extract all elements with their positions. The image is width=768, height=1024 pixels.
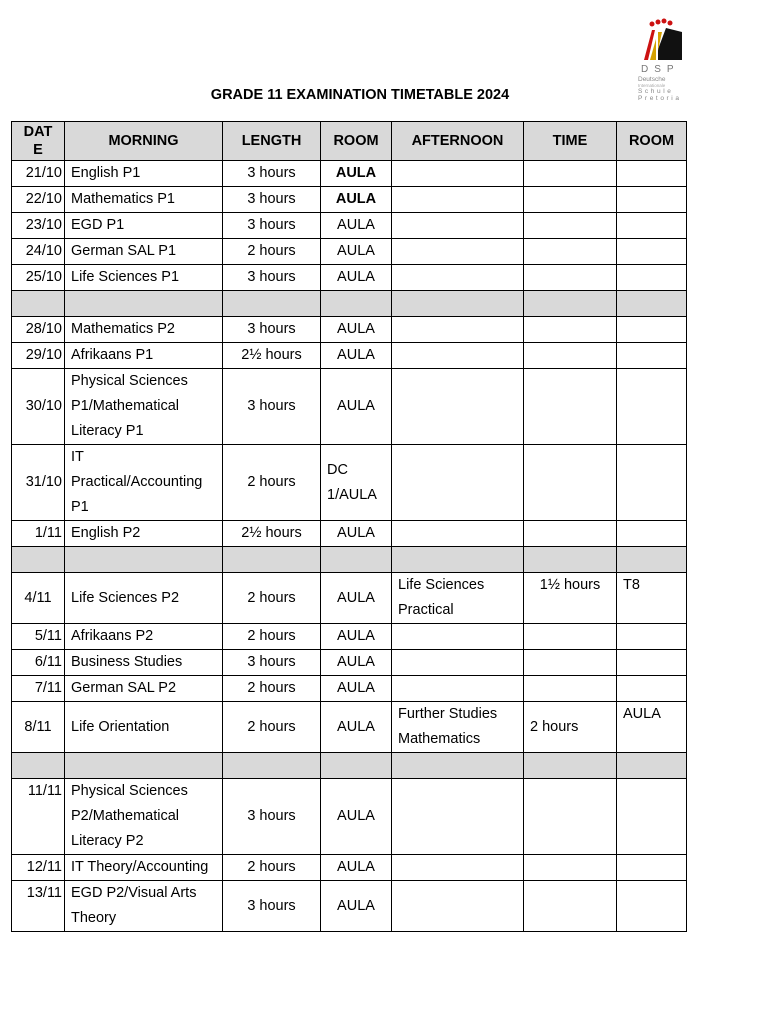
cell-room: AULA	[321, 702, 392, 753]
cell-room-2	[617, 624, 687, 650]
cell-morning: Life Sciences P1	[65, 265, 223, 291]
cell-afternoon: Further Studies Mathematics	[392, 702, 524, 753]
cell-length: 3 hours	[223, 779, 321, 855]
cell-room: AULA	[321, 624, 392, 650]
cell-date: 11/11	[12, 779, 65, 855]
cell-length: 2 hours	[223, 573, 321, 624]
cell-afternoon	[392, 239, 524, 265]
cell-date: 12/11	[12, 855, 65, 881]
separator-row	[12, 547, 687, 573]
cell-afternoon	[392, 213, 524, 239]
cell-length: 2 hours	[223, 239, 321, 265]
cell-morning: Physical Sciences P1/Mathematical Literacy P1	[65, 369, 223, 445]
header-length: LENGTH	[223, 122, 321, 161]
cell-date: 24/10	[12, 239, 65, 265]
logo-line-2: Internationale	[638, 83, 666, 88]
table-row	[12, 624, 687, 650]
cell-afternoon	[392, 624, 524, 650]
cell-room: AULA	[321, 881, 392, 932]
cell-time	[524, 317, 617, 343]
cell-afternoon: Life Sciences Practical	[392, 573, 524, 624]
cell-time	[524, 265, 617, 291]
logo-line-1: Deutsche	[638, 76, 666, 83]
cell-morning: Life Orientation	[65, 702, 223, 753]
cell-date: 7/11	[12, 676, 65, 702]
table-row	[12, 676, 687, 702]
cell-date: 8/11	[12, 702, 65, 753]
cell-time	[524, 855, 617, 881]
cell-morning: IT Practical/Accounting P1	[65, 445, 223, 521]
cell-room: AULA	[321, 855, 392, 881]
cell-time	[524, 369, 617, 445]
separator-row	[12, 753, 687, 779]
cell-room-2	[617, 213, 687, 239]
cell-date: 6/11	[12, 650, 65, 676]
cell-room: AULA	[321, 343, 392, 369]
table-row	[12, 265, 687, 291]
cell-morning: Life Sciences P2	[65, 573, 223, 624]
cell-length: 3 hours	[223, 881, 321, 932]
table-row	[12, 779, 687, 855]
cell-room: AULA	[321, 187, 392, 213]
table-row	[12, 881, 687, 932]
cell-length: 3 hours	[223, 265, 321, 291]
cell-length: 3 hours	[223, 317, 321, 343]
cell-date: 21/10	[12, 161, 65, 187]
cell-room-2	[617, 187, 687, 213]
cell-length: 3 hours	[223, 187, 321, 213]
cell-date: 29/10	[12, 343, 65, 369]
header-date: DAT E	[12, 122, 65, 161]
cell-afternoon	[392, 445, 524, 521]
table-row	[12, 702, 687, 753]
cell-room: AULA	[321, 521, 392, 547]
cell-room: AULA	[321, 650, 392, 676]
timetable	[11, 121, 687, 932]
cell-time	[524, 624, 617, 650]
logo-flag-icon	[638, 18, 690, 62]
cell-length: 2½ hours	[223, 343, 321, 369]
cell-room: DC 1/AULA	[321, 445, 392, 521]
cell-time	[524, 676, 617, 702]
cell-room-2: T8	[617, 573, 687, 624]
cell-length: 3 hours	[223, 369, 321, 445]
cell-morning: Mathematics P1	[65, 187, 223, 213]
cell-room: AULA	[321, 239, 392, 265]
cell-afternoon	[392, 521, 524, 547]
table-row	[12, 573, 687, 624]
table-row	[12, 161, 687, 187]
cell-morning: English P1	[65, 161, 223, 187]
cell-date: 5/11	[12, 624, 65, 650]
cell-length: 2 hours	[223, 676, 321, 702]
cell-room-2	[617, 239, 687, 265]
cell-morning: German SAL P2	[65, 676, 223, 702]
cell-length: 2 hours	[223, 702, 321, 753]
table-row	[12, 445, 687, 521]
cell-time	[524, 521, 617, 547]
cell-time	[524, 881, 617, 932]
cell-morning: English P2	[65, 521, 223, 547]
header-row	[12, 122, 687, 161]
cell-date: 28/10	[12, 317, 65, 343]
cell-date: 30/10	[12, 369, 65, 445]
cell-morning: Afrikaans P1	[65, 343, 223, 369]
cell-room-2	[617, 650, 687, 676]
cell-afternoon	[392, 779, 524, 855]
cell-room-2	[617, 317, 687, 343]
cell-length: 2½ hours	[223, 521, 321, 547]
logo-line-3: Schule	[638, 88, 674, 95]
separator-row	[12, 291, 687, 317]
cell-date: 25/10	[12, 265, 65, 291]
cell-length: 3 hours	[223, 213, 321, 239]
cell-time	[524, 445, 617, 521]
cell-afternoon	[392, 369, 524, 445]
cell-time	[524, 213, 617, 239]
cell-room: AULA	[321, 213, 392, 239]
cell-time	[524, 239, 617, 265]
cell-afternoon	[392, 187, 524, 213]
cell-time	[524, 650, 617, 676]
cell-length: 3 hours	[223, 650, 321, 676]
table-row	[12, 187, 687, 213]
cell-room: AULA	[321, 779, 392, 855]
table-row	[12, 521, 687, 547]
cell-morning: Business Studies	[65, 650, 223, 676]
cell-time	[524, 161, 617, 187]
cell-morning: German SAL P1	[65, 239, 223, 265]
header-afternoon: AFTERNOON	[392, 122, 524, 161]
cell-length: 3 hours	[223, 161, 321, 187]
page-title: GRADE 11 EXAMINATION TIMETABLE 2024	[210, 87, 510, 103]
cell-room: AULA	[321, 317, 392, 343]
table-row	[12, 213, 687, 239]
table-row	[12, 343, 687, 369]
cell-date: 31/10	[12, 445, 65, 521]
header-room: ROOM	[321, 122, 392, 161]
table-row	[12, 239, 687, 265]
cell-room-2: AULA	[617, 702, 687, 753]
cell-room-2	[617, 676, 687, 702]
cell-afternoon	[392, 317, 524, 343]
cell-afternoon	[392, 676, 524, 702]
cell-afternoon	[392, 343, 524, 369]
cell-date: 4/11	[12, 573, 65, 624]
cell-morning: Physical Sciences P2/Mathematical Literacy P2	[65, 779, 223, 855]
cell-time	[524, 187, 617, 213]
cell-time: 1½ hours	[524, 573, 617, 624]
cell-date: 23/10	[12, 213, 65, 239]
cell-room-2	[617, 521, 687, 547]
cell-room-2	[617, 855, 687, 881]
cell-room-2	[617, 881, 687, 932]
cell-morning: Mathematics P2	[65, 317, 223, 343]
table-row	[12, 369, 687, 445]
cell-room: AULA	[321, 161, 392, 187]
cell-room-2	[617, 369, 687, 445]
logo-line-4: Pretoria	[638, 95, 682, 102]
cell-room: AULA	[321, 369, 392, 445]
cell-length: 2 hours	[223, 624, 321, 650]
header-room-2: ROOM	[617, 122, 687, 161]
cell-afternoon	[392, 161, 524, 187]
logo-letters: DSP	[641, 64, 680, 75]
cell-room-2	[617, 779, 687, 855]
cell-date: 13/11	[12, 881, 65, 932]
cell-time	[524, 779, 617, 855]
cell-time	[524, 343, 617, 369]
cell-room-2	[617, 343, 687, 369]
cell-afternoon	[392, 881, 524, 932]
cell-afternoon	[392, 650, 524, 676]
cell-morning: Afrikaans P2	[65, 624, 223, 650]
cell-room: AULA	[321, 265, 392, 291]
cell-room-2	[617, 265, 687, 291]
table-row	[12, 317, 687, 343]
cell-morning: EGD P2/Visual Arts Theory	[65, 881, 223, 932]
cell-afternoon	[392, 855, 524, 881]
cell-length: 2 hours	[223, 855, 321, 881]
header-morning: MORNING	[65, 122, 223, 161]
table-row	[12, 650, 687, 676]
cell-room-2	[617, 161, 687, 187]
table-row	[12, 855, 687, 881]
cell-date: 22/10	[12, 187, 65, 213]
cell-length: 2 hours	[223, 445, 321, 521]
cell-morning: EGD P1	[65, 213, 223, 239]
cell-room: AULA	[321, 573, 392, 624]
cell-morning: IT Theory/Accounting	[65, 855, 223, 881]
cell-date: 1/11	[12, 521, 65, 547]
cell-room-2	[617, 445, 687, 521]
cell-time: 2 hours	[524, 702, 617, 753]
header-time: TIME	[524, 122, 617, 161]
cell-afternoon	[392, 265, 524, 291]
cell-room: AULA	[321, 676, 392, 702]
